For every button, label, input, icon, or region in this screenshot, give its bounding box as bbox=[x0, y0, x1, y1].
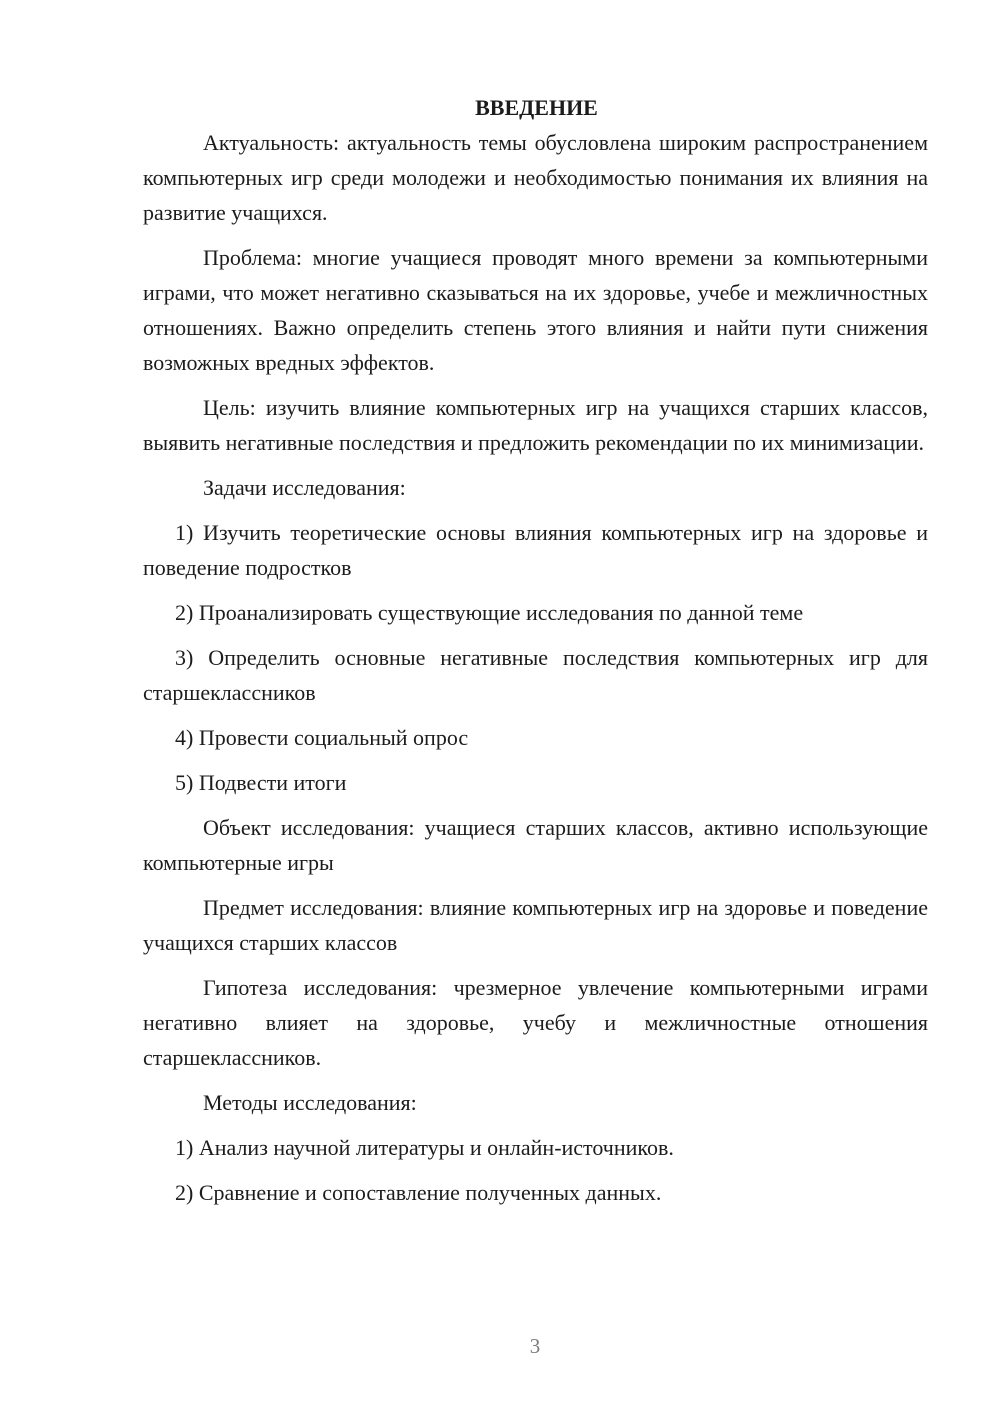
problem-paragraph: Проблема: многие учащиеся проводят много времени за компьютерными играми, что может негативно сказываться на их здоровье, учебе и межличностных отношениях. Важно определить степень этого влияния и найти пути снижения возможных вредных эффектов. bbox=[143, 245, 928, 375]
task-item-5: 5) Подвести итоги bbox=[175, 770, 347, 795]
section-heading: ВВЕДЕНИЕ bbox=[475, 95, 598, 120]
task-item-2: 2) Проанализировать существующие исследования по данной теме bbox=[175, 600, 804, 625]
task-item-3: 3) Определить основные негативные последствия компьютерных игр для старшеклассников bbox=[143, 645, 928, 705]
document-page bbox=[143, 90, 928, 1210]
methods-title: Методы исследования: bbox=[203, 1090, 417, 1115]
object-paragraph: Объект исследования: учащиеся старших классов, активно использующие компьютерные игры bbox=[143, 815, 928, 875]
tasks-title: Задачи исследования: bbox=[203, 475, 406, 500]
page-number: 3 bbox=[529, 1334, 541, 1358]
hypothesis-paragraph: Гипотеза исследования: чрезмерное увлечение компьютерными играми негативно влияет на здоровье, учебу и межличностные отношения старшеклассников. bbox=[143, 975, 928, 1070]
method-item-2: 2) Сравнение и сопоставление полученных данных. bbox=[175, 1180, 662, 1205]
goal-paragraph: Цель: изучить влияние компьютерных игр на учащихся старших классов, выявить негативные последствия и предложить рекомендации по их минимизации. bbox=[143, 395, 928, 455]
task-item-4: 4) Провести социальный опрос bbox=[175, 725, 469, 750]
subject-paragraph: Предмет исследования: влияние компьютерных игр на здоровье и поведение учащихся старших классов bbox=[143, 895, 928, 955]
task-item-1: 1) Изучить теоретические основы влияния компьютерных игр на здоровье и поведение подростков bbox=[143, 520, 928, 580]
method-item-1: 1) Анализ научной литературы и онлайн-источников. bbox=[175, 1135, 674, 1160]
relevance-paragraph: Актуальность: актуальность темы обусловлена широким распространением компьютерных игр среди молодежи и необходимостью понимания их влияния на развитие учащихся. bbox=[143, 130, 928, 225]
